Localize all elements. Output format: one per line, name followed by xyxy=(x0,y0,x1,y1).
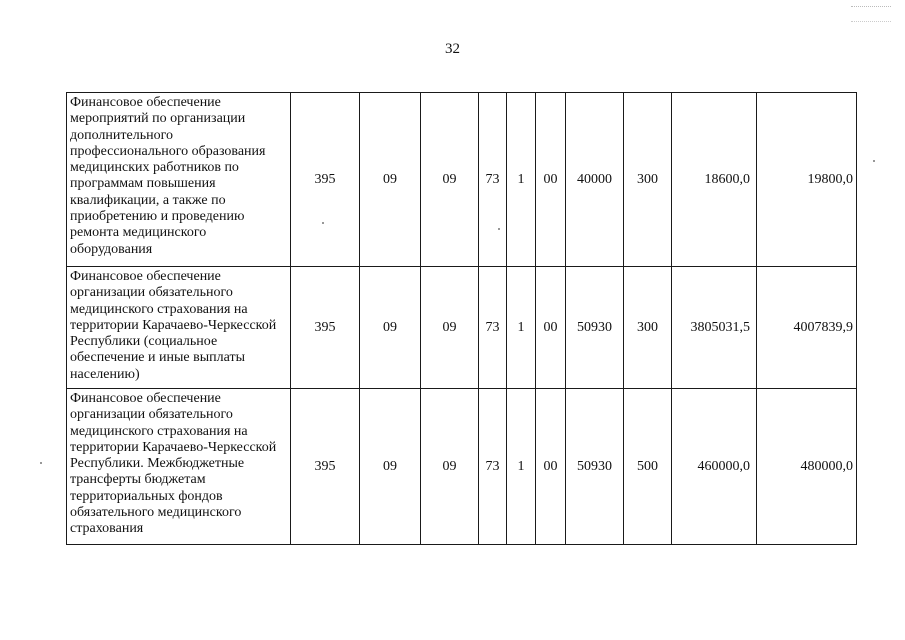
amount-year-2: 19800,0 xyxy=(757,93,857,267)
amount-year-2: 4007839,9 xyxy=(757,267,857,389)
table-row xyxy=(67,389,857,545)
main-event-code: 00 xyxy=(536,389,566,545)
scan-speck xyxy=(40,462,42,464)
budget-table xyxy=(66,92,857,545)
scan-artifact xyxy=(851,6,891,22)
row-description: Финансовое обеспечение организации обязательного медицинского страхования на территории Карачаево-Черкесской Республики (социальное обеспечение и иные выплаты населению) xyxy=(67,267,291,389)
table-row xyxy=(67,267,857,389)
subsection-code: 09 xyxy=(421,267,479,389)
ministry-code: 395 xyxy=(291,267,360,389)
direction-code: 50930 xyxy=(566,389,624,545)
direction-code: 50930 xyxy=(566,267,624,389)
row-description: Финансовое обеспечение организации обязательного медицинского страхования на территории Карачаево-Черкесской Республики. Межбюджетные трансферты бюджетам территориальных фондов обязательного медицинского страхования xyxy=(67,389,291,545)
table-row xyxy=(67,93,857,267)
scan-speck xyxy=(873,160,875,162)
program-code: 73 xyxy=(479,93,507,267)
main-event-code: 00 xyxy=(536,93,566,267)
section-code: 09 xyxy=(360,93,421,267)
section-code: 09 xyxy=(360,389,421,545)
expense-type-code: 500 xyxy=(624,389,672,545)
amount-year-2: 480000,0 xyxy=(757,389,857,545)
expense-type-code: 300 xyxy=(624,93,672,267)
subsection-code: 09 xyxy=(421,93,479,267)
ministry-code: 395 xyxy=(291,93,360,267)
amount-year-1: 460000,0 xyxy=(672,389,757,545)
subprogram-code: 1 xyxy=(507,267,536,389)
program-code: 73 xyxy=(479,389,507,545)
amount-year-1: 3805031,5 xyxy=(672,267,757,389)
page-number: 32 xyxy=(445,41,460,57)
program-code: 73 xyxy=(479,267,507,389)
subprogram-code: 1 xyxy=(507,93,536,267)
row-description: Финансовое обеспечение мероприятий по организации дополнительного профессионального образования медицинских работников по программам повышения квалификации, а также по приобретению и проведению ремонта медицинского оборудования xyxy=(67,93,291,267)
ministry-code: 395 xyxy=(291,389,360,545)
subsection-code: 09 xyxy=(421,389,479,545)
section-code: 09 xyxy=(360,267,421,389)
main-event-code: 00 xyxy=(536,267,566,389)
direction-code: 40000 xyxy=(566,93,624,267)
amount-year-1: 18600,0 xyxy=(672,93,757,267)
subprogram-code: 1 xyxy=(507,389,536,545)
expense-type-code: 300 xyxy=(624,267,672,389)
